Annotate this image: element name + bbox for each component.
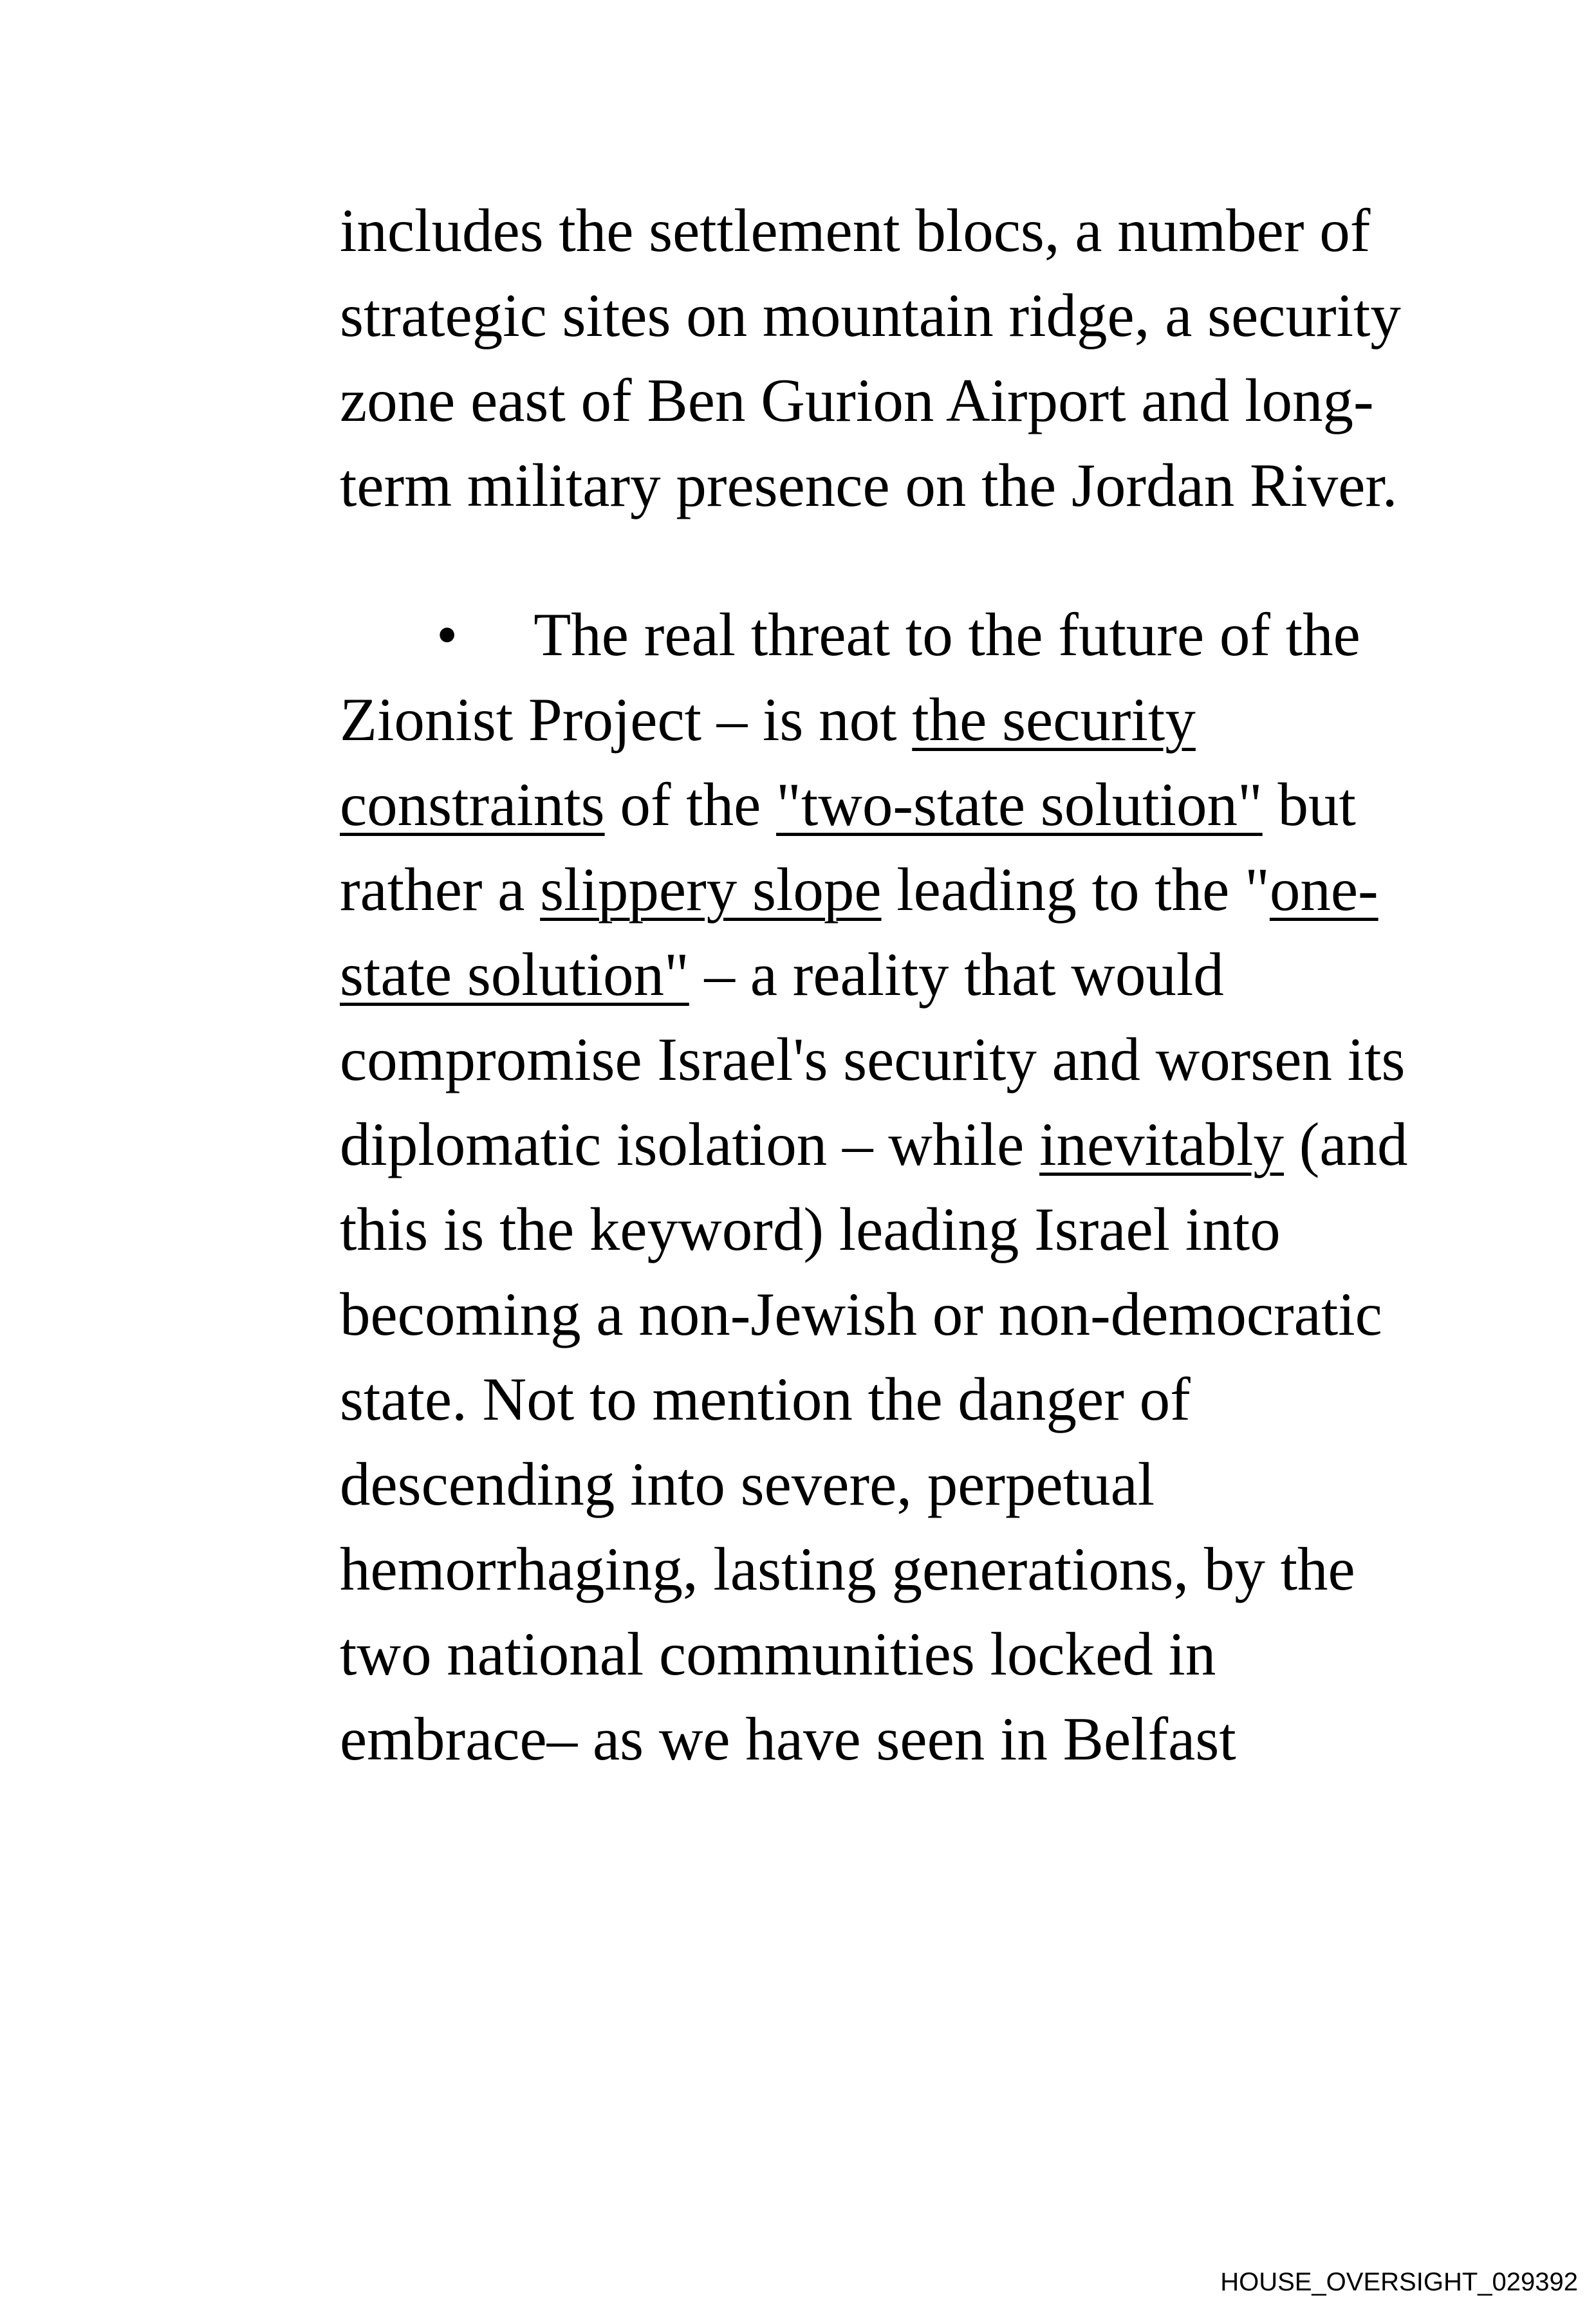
text-run: includes the settlement blocs, a number of strategic sites on mountain ridge, a security zone east of Ben Gurion Airport and long-term military presence on the Jordan River. — [340, 196, 1401, 519]
paragraph — [340, 188, 1415, 528]
underlined-text-run: the security constraints — [340, 685, 1196, 839]
text-run: of the — [604, 770, 777, 839]
text-run: – a reality that would compromise Israel's security and worsen its diplomatic isolation – while — [340, 940, 1406, 1178]
underlined-text-run: one-state solution" — [340, 855, 1378, 1008]
underlined-text-run: "two-state solution" — [776, 770, 1263, 839]
underlined-text-run: slippery slope — [540, 855, 882, 924]
document-body — [340, 188, 1415, 1781]
bullet-marker: • — [436, 600, 458, 669]
underlined-text-run: inevitably — [1039, 1110, 1284, 1178]
text-run: but rather a — [340, 770, 1356, 924]
text-run: (and this is the keyword) leading Israel into becoming a non-Jewish or non-democratic state. Not to mention the danger of descending into severe, perpetual hemorrhaging, lasting generations, by the two national communities locked in embrace– as we have seen in Belfast — [340, 1110, 1408, 1773]
text-run: leading to the " — [881, 855, 1270, 924]
bates-number: HOUSE_OVERSIGHT_029392 — [1220, 2268, 1578, 2296]
bullet-paragraph — [340, 592, 1415, 1781]
text-run: The real threat to the future of the Zionist Project – is not — [340, 600, 1360, 754]
